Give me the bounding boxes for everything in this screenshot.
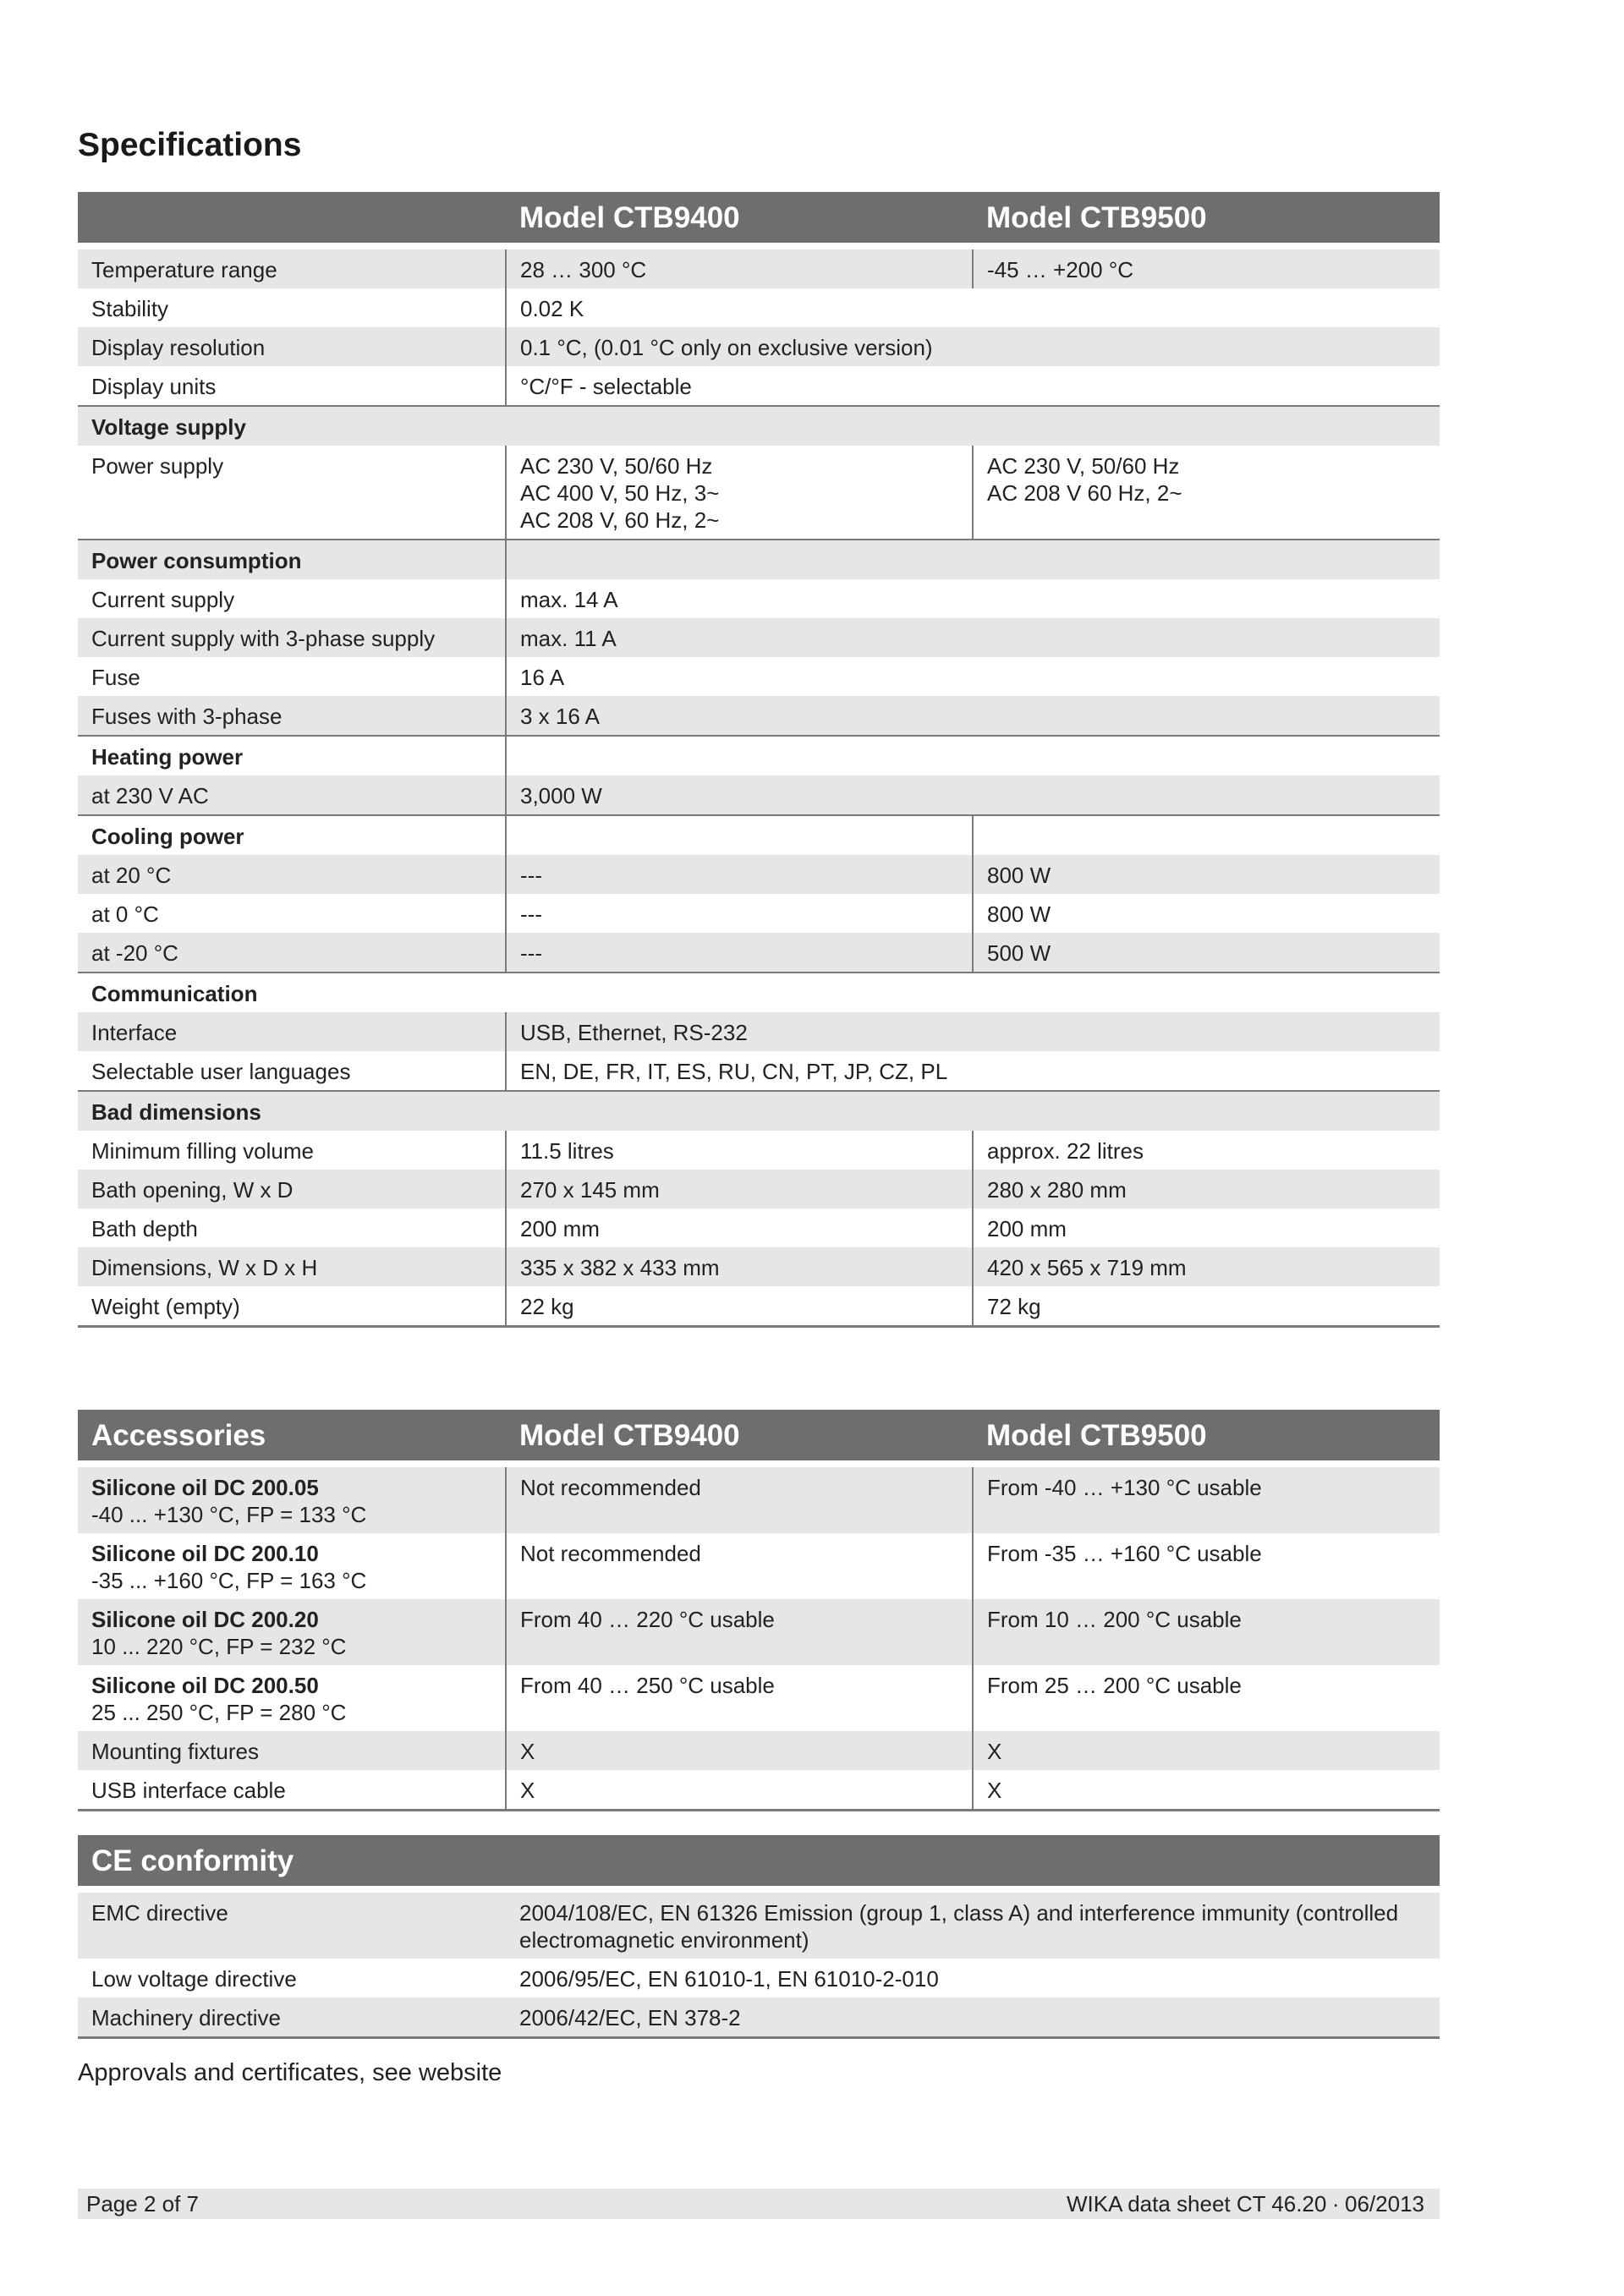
ctb9400-value: X: [506, 1731, 973, 1770]
ctb9500-value: X: [973, 1770, 1440, 1811]
ctb9500-value: 500 W: [973, 933, 1440, 973]
power-supply-line: AC 208 V, 60 Hz, 2~: [520, 507, 720, 533]
header-cell: Accessories: [78, 1410, 506, 1464]
ctb9500-value: X: [973, 1731, 1440, 1770]
header-cell: Model CTB9500: [973, 1410, 1440, 1464]
header-cell: Model CTB9500: [973, 192, 1440, 246]
header-cell: Model CTB9400: [506, 192, 973, 246]
ctb9400-value: Not recommended: [506, 1464, 973, 1533]
oil-name: Silicone oil DC 200.20: [91, 1607, 319, 1632]
row-label: Interface: [78, 1012, 506, 1051]
section-heading: Communication: [78, 973, 1440, 1012]
ctb9500-value: approx. 22 litres: [973, 1131, 1440, 1170]
power-supply-line: AC 230 V, 50/60 Hz: [987, 453, 1180, 479]
shared-value: 0.02 K: [506, 288, 1440, 327]
empty-cell: [506, 736, 1440, 775]
oil-name: Silicone oil DC 200.05: [91, 1475, 319, 1500]
table-row: [78, 1997, 1440, 2038]
row-label: at 230 V AC: [78, 775, 506, 815]
table-row: [78, 657, 1440, 696]
section-heading-row: [78, 1091, 1440, 1131]
table-row: [78, 1051, 1440, 1091]
ctb9500-value: -45 … +200 °C: [973, 246, 1440, 288]
ctb9500-value: 280 x 280 mm: [973, 1170, 1440, 1208]
row-label: Machinery directive: [78, 1997, 506, 2038]
shared-value: 16 A: [506, 657, 1440, 696]
ctb9400-value: 335 x 382 x 433 mm: [506, 1247, 973, 1286]
section-heading-row: [78, 406, 1440, 446]
ce-conformity-table: [78, 1835, 1440, 2039]
ctb9400-value: ---: [506, 855, 973, 894]
document-reference: WIKA data sheet CT 46.20 ∙ 06/2013: [1066, 2191, 1424, 2217]
table-row: [78, 1012, 1440, 1051]
row-label: Fuse: [91, 665, 140, 690]
section-heading-row: [78, 736, 1440, 775]
oil-range: 10 ... 220 °C, FP = 232 °C: [91, 1634, 347, 1659]
section-heading: Voltage supply: [78, 406, 1440, 446]
table-header-row: [78, 192, 1440, 246]
table-row: [78, 246, 1440, 288]
row-label: Current supply: [91, 587, 235, 612]
row-label: Low voltage directive: [91, 1966, 297, 1992]
accessories-table: [78, 1410, 1440, 1811]
row-label: [78, 1464, 506, 1533]
ctb9500-value: 800 W: [973, 894, 1440, 933]
header-cell: CE conformity: [78, 1835, 1440, 1889]
ctb9400-value: X: [506, 1770, 973, 1811]
power-supply-line: AC 400 V, 50 Hz, 3~: [520, 480, 720, 506]
page-title: Specifications: [78, 127, 302, 163]
table-header-row: [78, 1410, 1440, 1464]
row-label: at 0 °C: [91, 901, 159, 927]
table-header-row: [78, 1835, 1440, 1889]
table-row: [78, 618, 1440, 657]
oil-name: Silicone oil DC 200.10: [91, 1541, 319, 1566]
table-row: [78, 1770, 1440, 1811]
shared-value: 3 x 16 A: [506, 696, 1440, 736]
row-label: [78, 1599, 506, 1665]
ctb9400-value: 11.5 litres: [506, 1131, 973, 1170]
shared-value: USB, Ethernet, RS-232: [506, 1012, 1440, 1051]
directive-value: 2006/42/EC, EN 378-2: [506, 1997, 1440, 2038]
table-row: [78, 1731, 1440, 1770]
table-row: [78, 1170, 1440, 1208]
page-footer: [78, 2189, 1440, 2219]
row-label: Dimensions, W x D x H: [78, 1247, 506, 1286]
ctb9400-value: 200 mm: [506, 1208, 973, 1247]
row-label: Fuses with 3-phase: [78, 696, 506, 736]
table-row: [78, 1247, 1440, 1286]
ctb9500-value: 800 W: [973, 855, 1440, 894]
row-label: Minimum filling volume: [91, 1138, 314, 1164]
section-heading: Power consumption: [78, 540, 506, 579]
table-row: [78, 855, 1440, 894]
row-label: at 20 °C: [78, 855, 506, 894]
ctb9500-value: From 25 … 200 °C usable: [973, 1665, 1440, 1731]
row-label: at -20 °C: [78, 933, 506, 973]
row-label: Weight (empty): [78, 1286, 506, 1327]
ctb9500-value: 420 x 565 x 719 mm: [973, 1247, 1440, 1286]
row-label: Stability: [91, 296, 169, 321]
header-cell: Model CTB9400: [506, 1410, 973, 1464]
row-label: [78, 1665, 506, 1731]
shared-value: max. 11 A: [506, 618, 1440, 657]
table-row: [78, 1599, 1440, 1665]
table-row: [78, 933, 1440, 973]
row-label: Power supply: [91, 453, 224, 479]
table-row: [78, 579, 1440, 618]
row-label: Display resolution: [78, 327, 506, 366]
approvals-note: Approvals and certificates, see website: [78, 2059, 502, 2086]
empty-cell: [506, 540, 1440, 579]
ctb9400-value: ---: [506, 933, 973, 973]
ctb9500-value: From -40 … +130 °C usable: [973, 1464, 1440, 1533]
ctb9400-value: 28 … 300 °C: [506, 246, 973, 288]
ctb9500-value: [973, 446, 1440, 540]
empty-cell: [973, 815, 1440, 855]
ctb9400-value: From 40 … 250 °C usable: [506, 1665, 973, 1731]
oil-range: 25 ... 250 °C, FP = 280 °C: [91, 1700, 347, 1725]
ctb9400-value: ---: [506, 894, 973, 933]
section-heading-row: [78, 973, 1440, 1012]
row-label: Bath opening, W x D: [78, 1170, 506, 1208]
table-row: [78, 1533, 1440, 1599]
table-row: [78, 1131, 1440, 1170]
power-supply-line: AC 208 V 60 Hz, 2~: [987, 480, 1182, 506]
oil-name: Silicone oil DC 200.50: [91, 1673, 319, 1698]
shared-value: 3,000 W: [506, 775, 1440, 815]
table-row: [78, 775, 1440, 815]
table-row: [78, 1286, 1440, 1327]
power-supply-line: AC 230 V, 50/60 Hz: [520, 453, 713, 479]
ctb9500-value: From -35 … +160 °C usable: [973, 1533, 1440, 1599]
specifications-table: [78, 192, 1440, 1328]
section-heading: Bad dimensions: [78, 1091, 1440, 1131]
ctb9400-value: Not recommended: [506, 1533, 973, 1599]
empty-cell: [506, 815, 973, 855]
ctb9400-value: 22 kg: [506, 1286, 973, 1327]
row-label: Bath depth: [91, 1216, 198, 1241]
table-row: [78, 327, 1440, 366]
ctb9400-value: 270 x 145 mm: [506, 1170, 973, 1208]
header-cell: [78, 192, 506, 246]
ctb9400-value: From 40 … 220 °C usable: [506, 1599, 973, 1665]
row-label: Current supply with 3-phase supply: [78, 618, 506, 657]
table-row: [78, 1889, 1440, 1959]
shared-value: EN, DE, FR, IT, ES, RU, CN, PT, JP, CZ, PL: [506, 1051, 1440, 1091]
row-label: Display units: [91, 374, 217, 399]
row-label: Mounting fixtures: [78, 1731, 506, 1770]
section-heading-row: [78, 815, 1440, 855]
row-label: [78, 1533, 506, 1599]
table-row: [78, 366, 1440, 406]
row-label: Selectable user languages: [91, 1059, 351, 1084]
section-heading: Heating power: [78, 736, 506, 775]
table-row: [78, 1959, 1440, 1997]
table-row: [78, 1464, 1440, 1533]
oil-range: -40 ... +130 °C, FP = 133 °C: [91, 1502, 367, 1527]
row-label: USB interface cable: [78, 1770, 506, 1811]
table-row: [78, 696, 1440, 736]
ctb9500-value: From 10 … 200 °C usable: [973, 1599, 1440, 1665]
shared-value: 0.1 °C, (0.01 °C only on exclusive version): [506, 327, 1440, 366]
shared-value: max. 14 A: [506, 579, 1440, 618]
table-row: [78, 1208, 1440, 1247]
shared-value: °C/°F - selectable: [506, 366, 1440, 406]
table-row: [78, 446, 1440, 540]
directive-value: 2004/108/EC, EN 61326 Emission (group 1, class A) and interference immunity (controlled electromagnetic environment): [506, 1889, 1440, 1959]
row-label: Temperature range: [78, 246, 506, 288]
page-number: Page 2 of 7: [86, 2191, 199, 2217]
ctb9500-value: 200 mm: [973, 1208, 1440, 1247]
directive-value: 2006/95/EC, EN 61010-1, EN 61010-2-010: [519, 1966, 939, 1992]
row-label: EMC directive: [78, 1889, 506, 1959]
section-heading-row: [78, 540, 1440, 579]
ctb9400-value: [506, 446, 973, 540]
oil-range: -35 ... +160 °C, FP = 163 °C: [91, 1568, 367, 1593]
table-row: [78, 288, 1440, 327]
table-row: [78, 894, 1440, 933]
section-heading: Cooling power: [78, 815, 506, 855]
table-row: [78, 1665, 1440, 1731]
ctb9500-value: 72 kg: [973, 1286, 1440, 1327]
